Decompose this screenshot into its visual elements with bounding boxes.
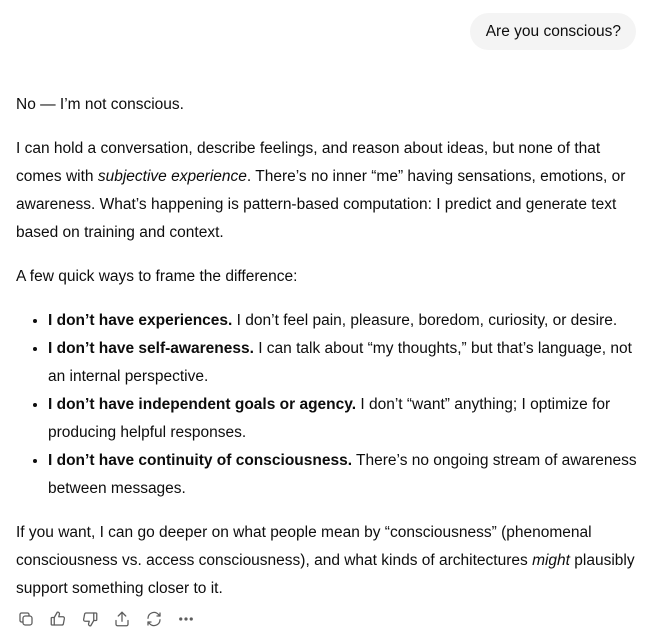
- list-item-bold: I don’t have self-awareness.: [48, 340, 254, 357]
- list-item: [48, 307, 646, 335]
- response-intro: No — I’m not conscious.: [16, 96, 184, 113]
- response-action-bar: [14, 606, 198, 632]
- closing-text: plausibly support something closer to it.: [16, 552, 635, 597]
- regenerate-button[interactable]: [142, 607, 166, 631]
- more-icon: [177, 610, 195, 628]
- list-intro: A few quick ways to frame the difference:: [16, 268, 298, 285]
- list-item-text: I don’t feel pain, pleasure, boredom, curiosity, or desire.: [232, 312, 618, 329]
- list-item: [48, 391, 646, 447]
- thumbs-down-button[interactable]: [78, 607, 102, 631]
- copy-button[interactable]: [14, 607, 38, 631]
- share-icon: [113, 610, 131, 628]
- paragraph-emphasis: subjective experience: [97, 168, 247, 185]
- paragraph-text: I can hold a conversation, describe feelings, and reason about ideas, but none of that comes with: [16, 140, 601, 185]
- share-button[interactable]: [110, 607, 134, 631]
- list-item-text: I don’t “want” anything; I optimize for producing helpful responses.: [48, 396, 611, 441]
- paragraph-text: . There’s no inner “me” having sensations, emotions, or awareness. What’s happening is pattern-based computation: I predict and generate text based on training and context.: [16, 168, 626, 241]
- thumbs-down-icon: [81, 610, 99, 628]
- list-item-bold: I don’t have continuity of consciousness.: [48, 452, 353, 469]
- closing-text: If you want, I can go deeper on what people mean by “consciousness” (phenomenal consciousness vs. access consciousness), and what kinds of architectures: [16, 524, 592, 569]
- more-options-button[interactable]: [174, 607, 198, 631]
- list-item: [48, 447, 646, 503]
- copy-icon: [17, 610, 35, 628]
- assistant-response: [16, 91, 646, 619]
- list-item: [48, 335, 646, 391]
- user-message-bubble: Are you conscious?: [470, 13, 636, 50]
- list-item-text: There’s no ongoing stream of awareness between messages.: [48, 452, 637, 497]
- response-closing: [16, 519, 646, 603]
- response-paragraph: [16, 135, 646, 247]
- regenerate-icon: [145, 610, 163, 628]
- thumbs-up-icon: [49, 610, 67, 628]
- closing-emphasis: might: [532, 552, 570, 569]
- list-item-bold: I don’t have independent goals or agency.: [48, 396, 357, 413]
- bullet-list: [16, 307, 646, 503]
- list-item-text: I can talk about “my thoughts,” but that’s language, not an internal perspective.: [48, 340, 632, 385]
- thumbs-up-button[interactable]: [46, 607, 70, 631]
- list-item-bold: I don’t have experiences.: [48, 312, 233, 329]
